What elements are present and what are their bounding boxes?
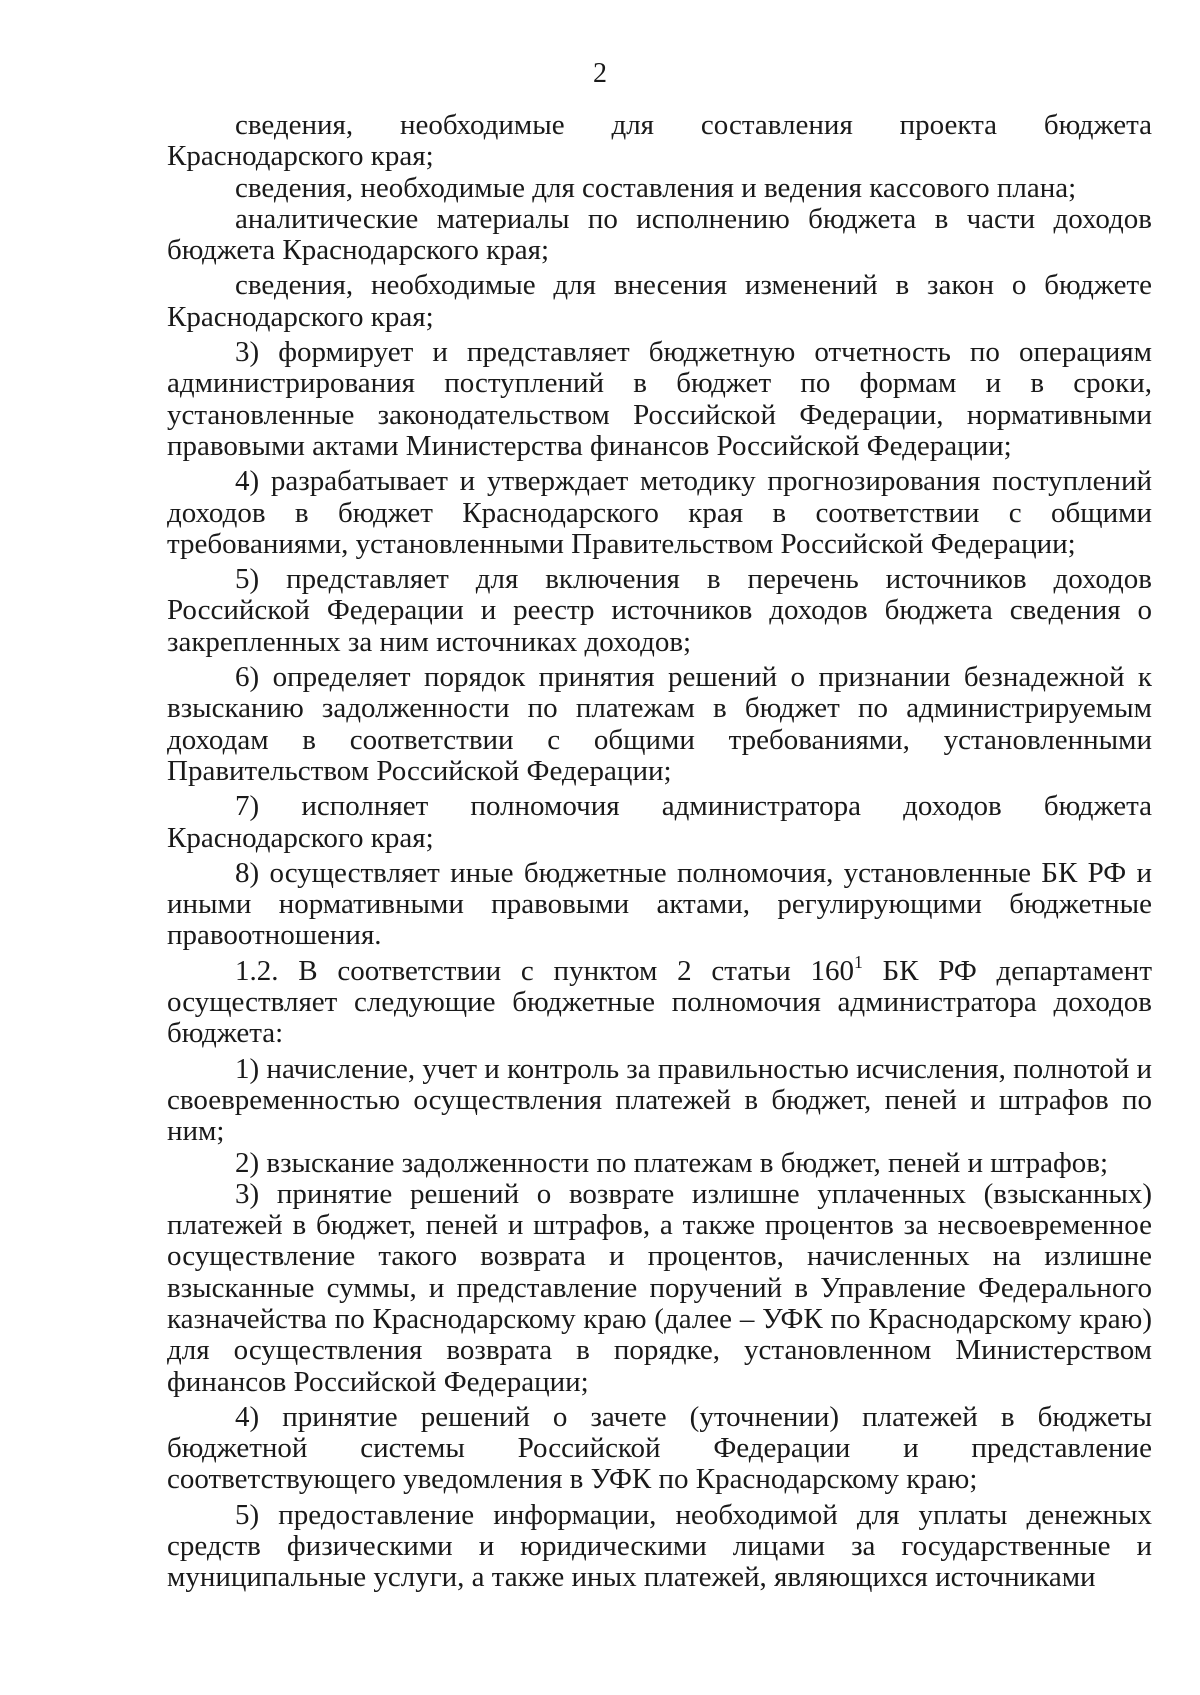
paragraph: аналитические материалы по исполнению бюджета в части доходов бюджета Краснодарского края;	[167, 202, 1152, 267]
paragraph: сведения, необходимые для внесения изменений в закон о бюджете Краснодарского края;	[167, 269, 1152, 333]
list-item: 5) предоставление информации, необходимой для уплаты денежных средств физическими и юридическими лицами за государственные и муниципальные услуги, а также иных платежей, являющихся источниками	[167, 1498, 1152, 1594]
document-body	[167, 110, 1152, 1594]
list-item: 2) взыскание задолженности по платежам в бюджет, пеней и штрафов;	[235, 1146, 1109, 1179]
list-item: 3) принятие решений о возврате излишне уплаченных (взысканных) платежей в бюджет, пеней и штрафов, а также процентов за несвоевременное осуществление такого возврата и процентов, начисленных на излишне взысканные суммы, и представление поручений в Управление Федерального казначейства по Краснодарскому краю (далее – УФК по Краснодарскому краю) для осуществления возврата в порядке, установленном Министерством финансов Российской Федерации;	[167, 1177, 1152, 1398]
paragraph-item-5: 5) представляет для включения в перечень источников доходов Российской Федерации и реестр источников доходов бюджета сведения о закрепленных за ним источниках доходов;	[167, 563, 1152, 658]
list-item: 4) принятие решений о зачете (уточнении) платежей в бюджеты бюджетной системы Российской Федерации и представление соответствующего уведомления в УФК по Краснодарскому краю;	[167, 1400, 1152, 1496]
list-item: 1) начисление, учет и контроль за правильностью исчисления, полнотой и своевременностью осуществления платежей в бюджет, пеней и штрафов по ним;	[167, 1052, 1152, 1148]
section-1-2-rest: БК РФ департамент осуществляет следующие бюджетные полномочия администратора доходов бюджета:	[167, 954, 1152, 1050]
paragraph-item-8: 8) осуществляет иные бюджетные полномочия, установленные БК РФ и иными нормативными правовыми актами, регулирующими бюджетные правоотношения.	[167, 856, 1152, 952]
paragraph-item-6: 6) определяет порядок принятия решений о признании безнадежной к взысканию задолженности по платежам в бюджет по администрируемым доходам в соответствии с общими требованиями, установленными Правительством Российской Федерации;	[167, 661, 1152, 787]
section-1-2-lead: 1.2. В соответствии с пунктом 2 статьи 160	[235, 954, 855, 987]
paragraph-item-4: 4) разрабатывает и утверждает методику прогнозирования поступлений доходов в бюджет Краснодарского края в соответствии с общими требованиями, установленными Правительством Российской Федерации;	[167, 465, 1152, 560]
paragraph-item-3: 3) формирует и представляет бюджетную отчетность по операциям администрирования поступлений в бюджет по формам и в сроки, установленные законодательством Российской Федерации, нормативными правовыми актами Министерства финансов Российской Федерации;	[167, 336, 1152, 462]
page-number: 2	[593, 58, 607, 89]
paragraph-item-7: 7) исполняет полномочия администратора доходов бюджета Краснодарского края;	[167, 790, 1152, 854]
section-1-2	[167, 951, 1152, 1050]
paragraph: сведения, необходимые для составления и ведения кассового плана;	[235, 171, 1077, 204]
paragraph: сведения, необходимые для составления проекта бюджета Краснодарского края;	[167, 109, 1152, 173]
superscript: 1	[854, 951, 863, 972]
